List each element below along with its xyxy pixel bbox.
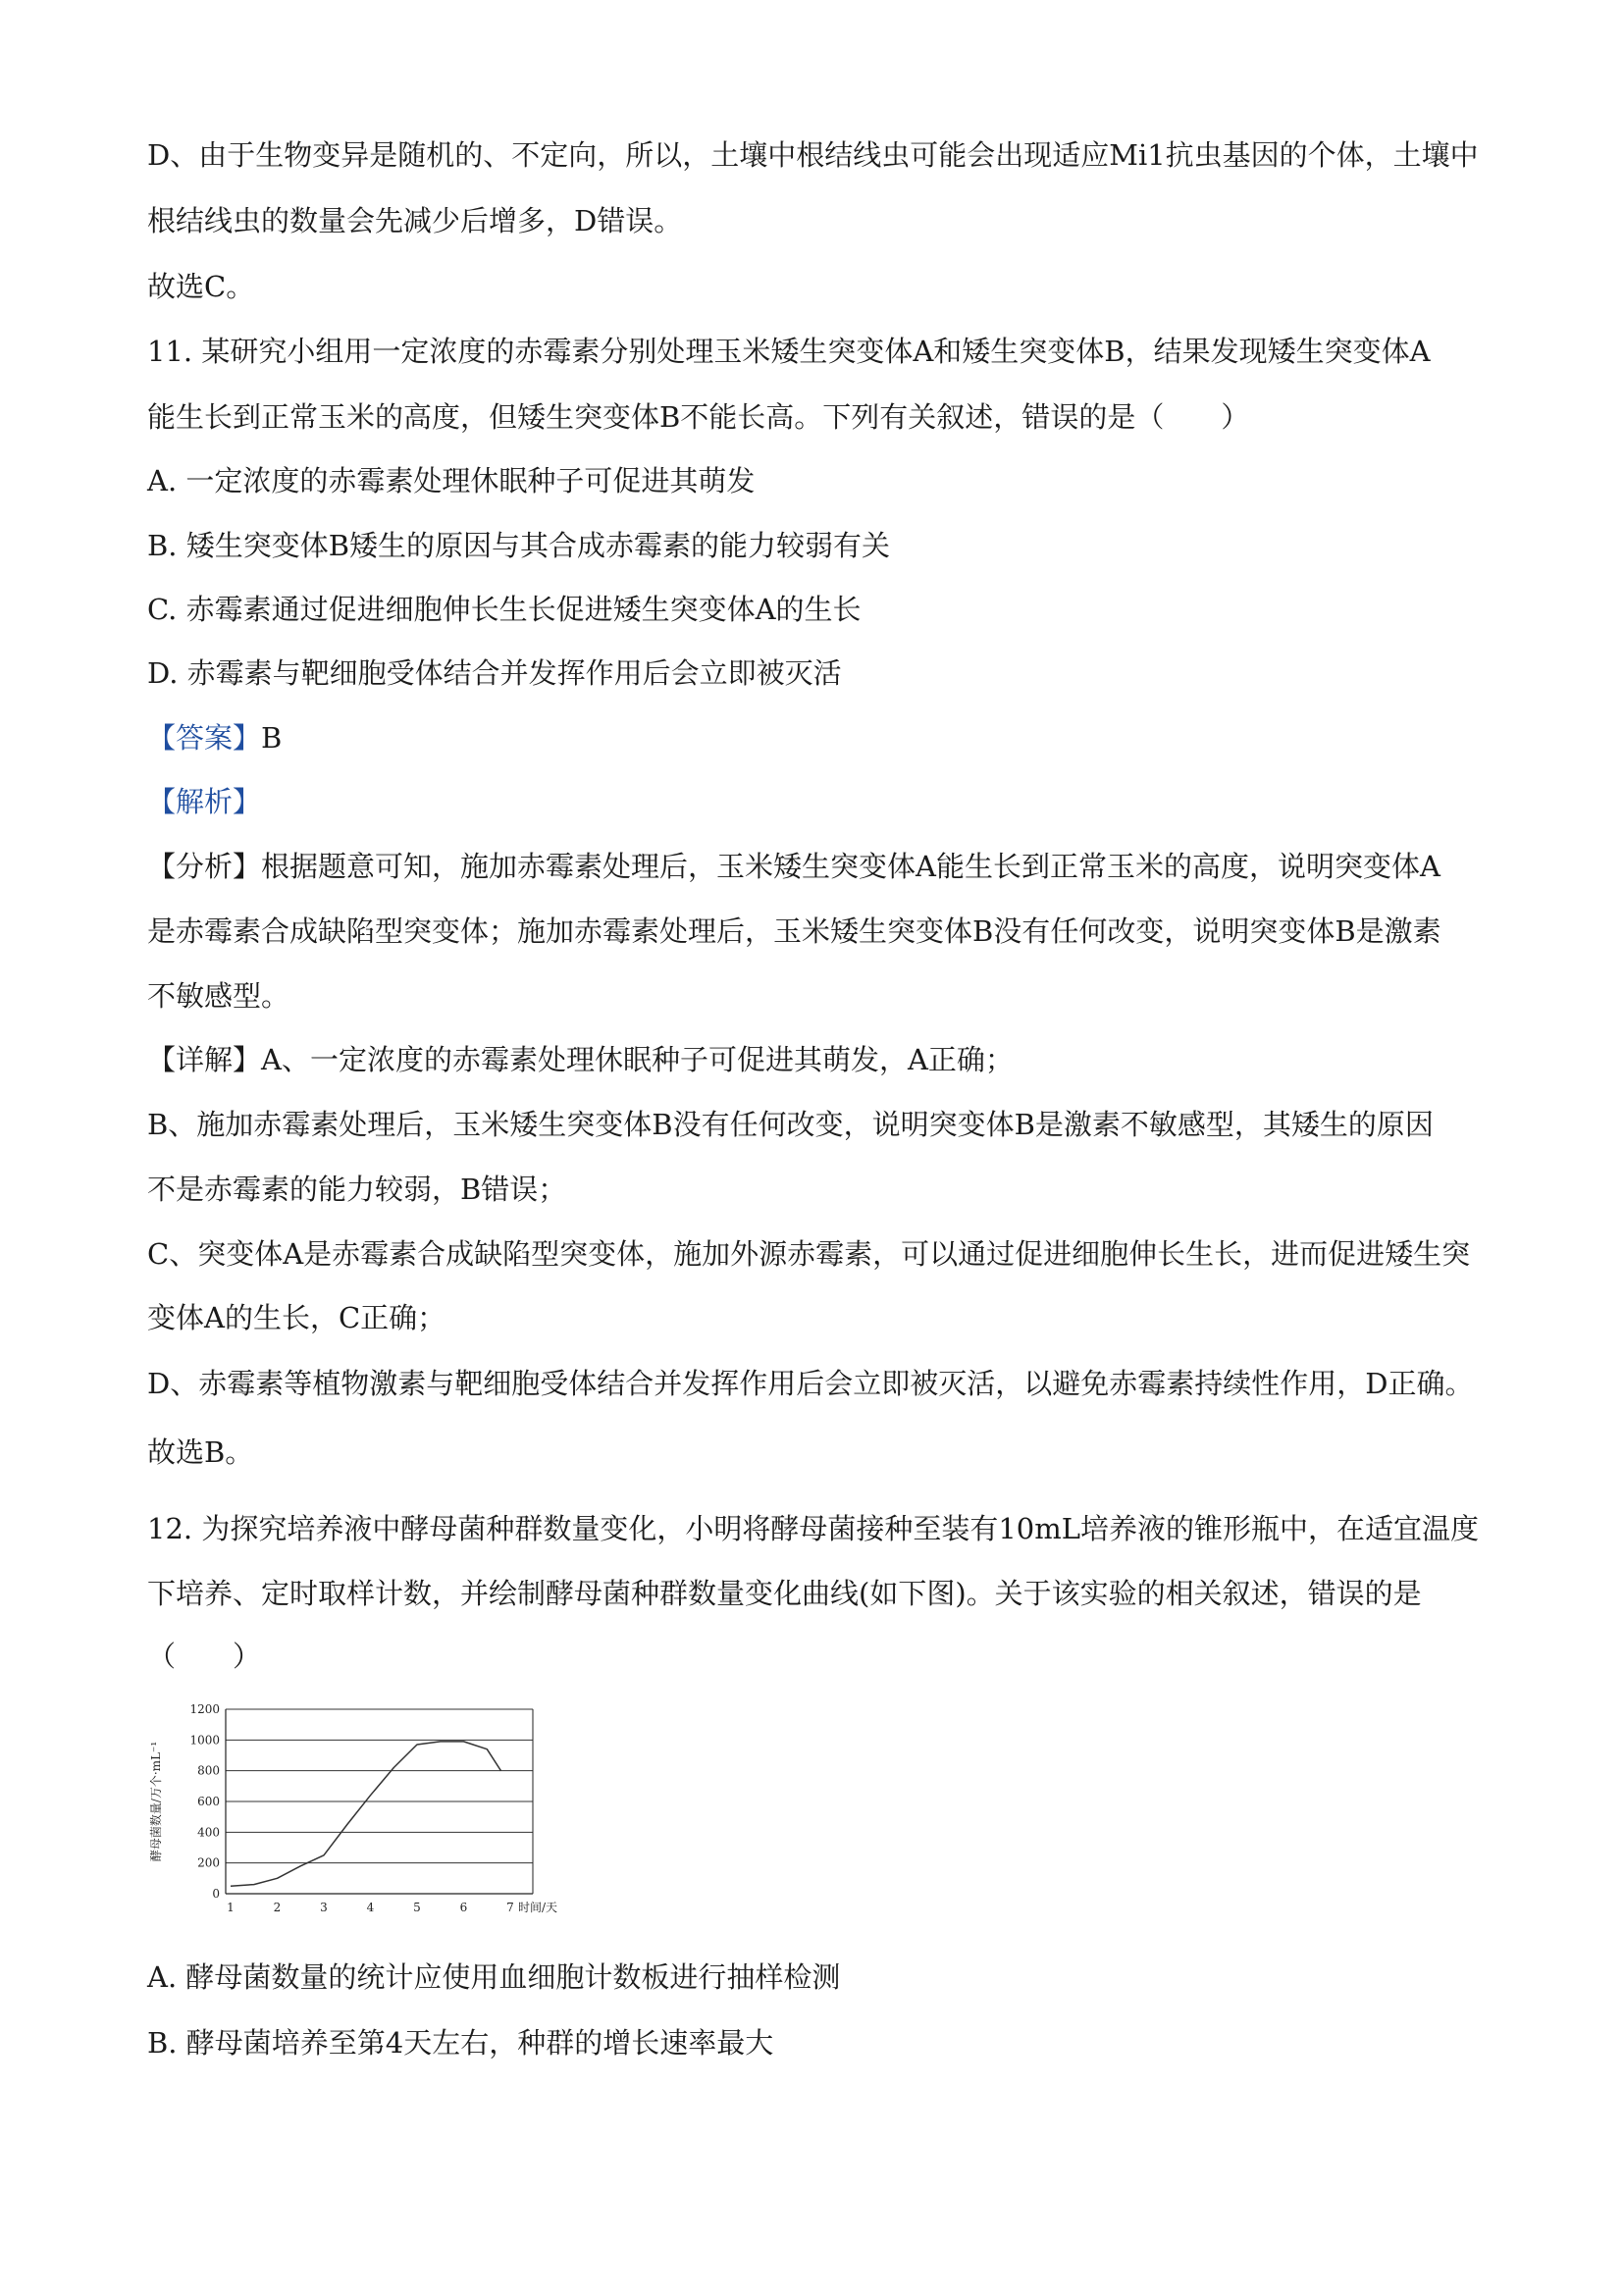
option-d: D. 赤霉素与靶细胞受体结合并发挥作用后会立即被灭活 <box>147 656 842 690</box>
text-line: 不是赤霉素的能力较弱，B错误； <box>147 1173 567 1206</box>
detail-line <box>147 1040 1501 1079</box>
y-tick-label: 1200 <box>189 1702 220 1716</box>
answer-tag: 【答案】 <box>147 721 262 755</box>
x-tick-label: 3 <box>320 1901 328 1914</box>
answer-value: B <box>261 721 283 755</box>
series-line <box>231 1742 501 1886</box>
text-line: D、由于生物变异是随机的、不定向，所以，土壤中根结线虫可能会出现适应Mi1抗虫基因的个体，土壤中 <box>147 138 1479 172</box>
text-line: 根结线虫的数量会先减少后增多，D错误。 <box>147 204 683 237</box>
x-tick-label: 7 <box>506 1901 514 1914</box>
text-line: B、施加赤霉素处理后，玉米矮生突变体B没有任何改变，说明突变体B是激素不敏感型，其矮生的原因 <box>147 1108 1434 1141</box>
text-line: D、赤霉素等植物激素与靶细胞受体结合并发挥作用后会立即被灭活，以避免赤霉素持续性作用，D正确。 <box>147 1367 1474 1400</box>
yeast-population-chart <box>142 1697 594 1923</box>
y-tick-label: 600 <box>197 1795 220 1808</box>
y-axis-label: 酵母菌数量/万个·mL⁻¹ <box>149 1741 163 1862</box>
answer-line <box>147 718 1501 757</box>
question-12-stem: 12. 为探究培养液中酵母菌种群数量变化，小明将酵母菌接种至装有10mL培养液的锥形瓶中，在适宜温度 <box>147 1512 1479 1545</box>
y-tick-label: 0 <box>212 1887 220 1901</box>
option-b: B. 酵母菌培养至第4天左右，种群的增长速率最大 <box>147 2026 774 2060</box>
x-tick-label: 4 <box>366 1901 375 1914</box>
x-tick-label: 1 <box>227 1901 235 1914</box>
fenxi-tag: 【分析】 <box>147 850 262 883</box>
question-12-stem: 下培养、定时取样计数，并绘制酵母菌种群数量变化曲线(如下图)。关于该实验的相关叙述，错误的是 <box>147 1577 1422 1610</box>
x-tick-label: 2 <box>273 1901 282 1914</box>
x-tick-label: 5 <box>413 1901 421 1914</box>
analysis-line <box>147 847 1501 886</box>
y-tick-label: 400 <box>197 1825 220 1840</box>
text-line: 变体A的生长，C正确； <box>147 1301 446 1334</box>
text-line: 不敏感型。 <box>147 979 290 1013</box>
x-axis-label: 时间/天 <box>518 1901 558 1914</box>
y-tick-label: 1000 <box>189 1733 220 1748</box>
question-11-stem: 能生长到正常玉米的高度，但矮生突变体B不能长高。下列有关叙述，错误的是（ ） <box>147 400 1250 434</box>
option-a: A. 一定浓度的赤霉素处理休眠种子可促进其萌发 <box>147 464 756 497</box>
xiangjie-text: A、一定浓度的赤霉素处理休眠种子可促进其萌发，A正确； <box>261 1043 1014 1076</box>
analysis-tag: 【解析】 <box>147 785 262 818</box>
text-line: （ ） <box>147 1640 262 1673</box>
x-tick-label: 6 <box>459 1901 468 1914</box>
text-line: 故选B。 <box>147 1435 254 1469</box>
y-tick-label: 200 <box>197 1855 220 1870</box>
y-tick-label: 800 <box>197 1763 220 1778</box>
fenxi-text: 根据题意可知，施加赤霉素处理后，玉米矮生突变体A能生长到正常玉米的高度，说明突变体A <box>261 850 1440 883</box>
xiangjie-tag: 【详解】 <box>147 1043 262 1076</box>
question-11-stem: 11. 某研究小组用一定浓度的赤霉素分别处理玉米矮生突变体A和矮生突变体B，结果发现矮生突变体A <box>147 335 1431 368</box>
text-line: 是赤霉素合成缺陷型突变体；施加赤霉素处理后，玉米矮生突变体B没有任何改变，说明突变体B是激素 <box>147 914 1441 948</box>
option-b: B. 矮生突变体B矮生的原因与其合成赤霉素的能力较弱有关 <box>147 529 891 562</box>
text-line: C、突变体A是赤霉素合成缺陷型突变体，施加外源赤霉素，可以通过促进细胞伸长生长，进而促进矮生突 <box>147 1237 1471 1271</box>
option-c: C. 赤霉素通过促进细胞伸长生长促进矮生突变体A的生长 <box>147 593 862 626</box>
option-a: A. 酵母菌数量的统计应使用血细胞计数板进行抽样检测 <box>147 1960 841 1994</box>
text-line: 故选C。 <box>147 270 255 303</box>
